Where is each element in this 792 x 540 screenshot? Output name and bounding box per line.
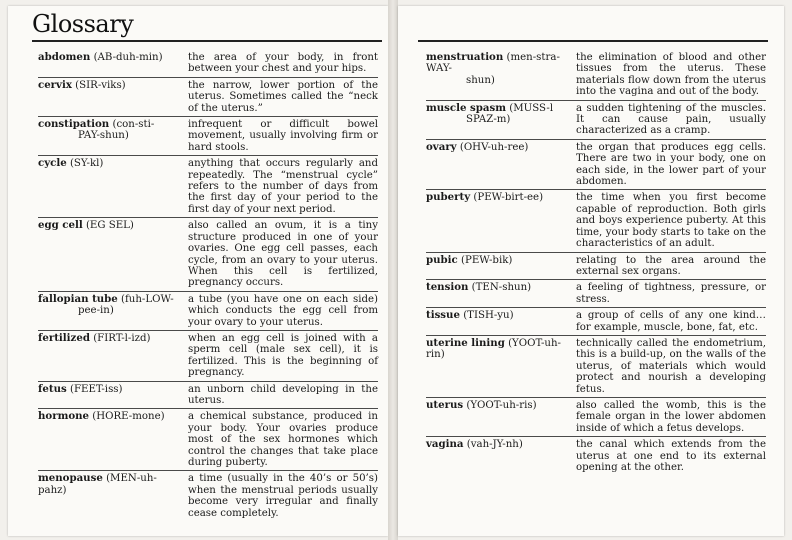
glossary-term xyxy=(38,156,188,217)
glossary-entry xyxy=(426,307,766,335)
glossary-definition: technically called the endometrium, this is a build-up, on the walls of the uterus, of materials which would protect and nourish a developing fetus. xyxy=(576,337,766,395)
glossary-definition: an unborn child developing in the uterus. xyxy=(188,383,378,406)
glossary-definition: a sudden tightening of the muscles. It can cause pain, usually characterized as a cramp. xyxy=(576,102,766,137)
term-word: cycle xyxy=(38,157,67,170)
glossary-entry xyxy=(38,330,378,381)
glossary-term xyxy=(426,190,576,251)
term-word: abdomen xyxy=(38,51,91,63)
term-word: constipation xyxy=(38,118,110,131)
glossary-term xyxy=(426,253,576,280)
term-pronunciation: (AB-duh-min) xyxy=(93,52,163,63)
glossary-definition: anything that occurs regularly and repeatedly. The “menstrual cycle” refers to the number of days from the first day of your period to the first day of your next period. xyxy=(188,158,378,215)
term-word: vagina xyxy=(426,438,464,451)
glossary-entry xyxy=(426,139,766,190)
glossary-term xyxy=(38,382,188,409)
glossary-definition: a tube (you have one on each side) which conducts the egg cell from your ovary to your uterus. xyxy=(188,293,378,328)
term-word: menopause xyxy=(38,472,103,485)
term-pronunciation: (HORE-mone) xyxy=(92,411,165,423)
term-pronunciation: (FEET-iss) xyxy=(69,383,123,395)
term-pronunciation: (fuh-LOW- xyxy=(121,293,174,305)
glossary-entry xyxy=(38,155,378,217)
glossary-definition: also called an ovum, it is a tiny structure produced in one of your ovaries. One egg cell passes, each cycle, from an ovary to your uterus. When this cell is fertilized, pregnancy occurs. xyxy=(188,220,378,289)
term-word: uterus xyxy=(426,398,464,411)
glossary-entry xyxy=(38,50,378,77)
term-word: pubic xyxy=(426,253,458,266)
glossary-term xyxy=(426,140,576,190)
term-pronunciation: (MEN-uh-pahz) xyxy=(38,473,157,496)
term-word: fetus xyxy=(38,382,67,395)
glossary-term xyxy=(38,292,188,330)
glossary-definition: when an egg cell is joined with a sperm cell (male sex cell), it is fertilized. This is the beginning of pregnancy. xyxy=(188,332,378,379)
book-gutter xyxy=(388,0,398,540)
glossary-definition: a chemical substance, produced in your body. Your ovaries produce most of the sex hormones which control the changes that take place during puberty. xyxy=(188,411,378,468)
term-pronunciation: (OHV-uh-ree) xyxy=(459,141,529,153)
glossary-entry xyxy=(426,436,766,475)
term-word: puberty xyxy=(426,191,471,204)
glossary-entry xyxy=(38,291,378,330)
glossary-entry xyxy=(38,381,378,409)
term-pronunciation-continued: SPAZ-m) xyxy=(466,114,511,126)
glossary-term xyxy=(38,471,188,521)
glossary-term xyxy=(426,398,576,436)
glossary-entry xyxy=(426,397,766,436)
term-pronunciation: (men-stra-WAY- xyxy=(426,52,560,75)
glossary-term xyxy=(38,117,188,155)
glossary-definition: a time (usually in the 40’s or 50’s) when the menstrual periods usually become very irregular and finally cease completely. xyxy=(188,473,378,519)
glossary-definition: also called the womb, this is the female organ in the lower abdomen inside of which a fetus develops. xyxy=(576,399,766,434)
glossary-term xyxy=(38,331,188,381)
term-word: tissue xyxy=(426,309,460,322)
term-pronunciation: (PEW-birt-ee) xyxy=(473,192,544,204)
glossary-entry xyxy=(38,116,378,155)
glossary-term xyxy=(38,218,188,290)
glossary-term xyxy=(426,280,576,307)
glossary-term xyxy=(426,101,576,139)
term-pronunciation: (TISH-yu) xyxy=(463,310,514,322)
term-pronunciation: (TEN-shun) xyxy=(471,282,532,294)
glossary-term xyxy=(426,437,576,475)
glossary-definition: the area of your body, in front between your chest and your hips. xyxy=(188,52,378,75)
glossary-term xyxy=(426,336,576,397)
glossary-definition: the narrow, lower portion of the uterus. Sometimes called the “neck of the uterus.” xyxy=(188,79,378,114)
glossary-entry xyxy=(38,470,378,521)
glossary-definition: the canal which extends from the uterus at one end to its external opening at the other. xyxy=(576,439,766,473)
glossary-entry xyxy=(426,279,766,307)
term-pronunciation: (con-sti- xyxy=(112,119,155,131)
term-pronunciation-continued: shun) xyxy=(466,74,495,86)
term-pronunciation: (SIR-viks) xyxy=(75,79,126,91)
term-pronunciation: (FIRT-l-izd) xyxy=(93,332,151,344)
term-word: muscle spasm xyxy=(426,101,506,114)
term-pronunciation: (PEW-bik) xyxy=(460,254,513,266)
glossary-definition: a feeling of tightness, pressure, or stress. xyxy=(576,282,766,305)
right-top-rule xyxy=(418,40,768,42)
glossary-entry xyxy=(38,217,378,290)
glossary-entry xyxy=(426,189,766,251)
term-word: fallopian tube xyxy=(38,292,118,305)
term-pronunciation: (MUSS-l xyxy=(509,102,554,114)
term-pronunciation: (YOOT-uh-rin) xyxy=(426,337,561,361)
glossary-right-column xyxy=(426,50,766,475)
glossary-definition: the organ that produces egg cells. There are two in your body, one on each side, in the lower part of your abdomen. xyxy=(576,141,766,188)
glossary-entry xyxy=(38,77,378,116)
term-word: menstruation xyxy=(426,51,504,63)
glossary-term xyxy=(38,78,188,116)
glossary-definition: the time when you first become capable of reproduction. Both girls and boys experience puberty. At this time, your body starts to take on the characteristics of an adult. xyxy=(576,192,766,250)
glossary-term xyxy=(426,308,576,335)
page-title: Glossary xyxy=(32,10,134,38)
glossary-term xyxy=(426,50,576,100)
glossary-term xyxy=(38,50,188,77)
title-rule xyxy=(32,40,382,42)
term-word: hormone xyxy=(38,410,90,423)
term-word: fertilized xyxy=(38,331,90,344)
glossary-entry xyxy=(38,408,378,470)
term-word: tension xyxy=(426,281,469,294)
glossary-entry xyxy=(426,335,766,397)
glossary-entry xyxy=(426,100,766,139)
glossary-definition: relating to the area around the external sex organs. xyxy=(576,254,766,277)
term-pronunciation: (YOOT-uh-ris) xyxy=(466,399,537,411)
glossary-term xyxy=(38,409,188,470)
glossary-entry xyxy=(426,50,766,100)
glossary-entry xyxy=(426,252,766,280)
term-word: ovary xyxy=(426,140,457,153)
term-word: egg cell xyxy=(38,219,83,232)
term-pronunciation: (EG SEL) xyxy=(85,220,134,232)
glossary-definition: infrequent or difficult bowel movement, usually involving firm or hard stools. xyxy=(188,119,378,153)
term-pronunciation-continued: PAY-shun) xyxy=(78,130,129,142)
term-word: cervix xyxy=(38,78,72,91)
term-pronunciation: (vah-JY-nh) xyxy=(466,439,523,451)
term-pronunciation: (SY-kl) xyxy=(69,158,104,170)
glossary-left-column xyxy=(38,50,378,521)
term-word: uterine lining xyxy=(426,336,505,349)
glossary-definition: the elimination of blood and other tissues from the uterus. These materials flow down from the uterus into the vagina and out of the body. xyxy=(576,52,766,98)
glossary-definition: a group of cells of any one kind… for example, muscle, bone, fat, etc. xyxy=(576,310,766,333)
term-pronunciation-continued: pee-in) xyxy=(78,305,114,317)
